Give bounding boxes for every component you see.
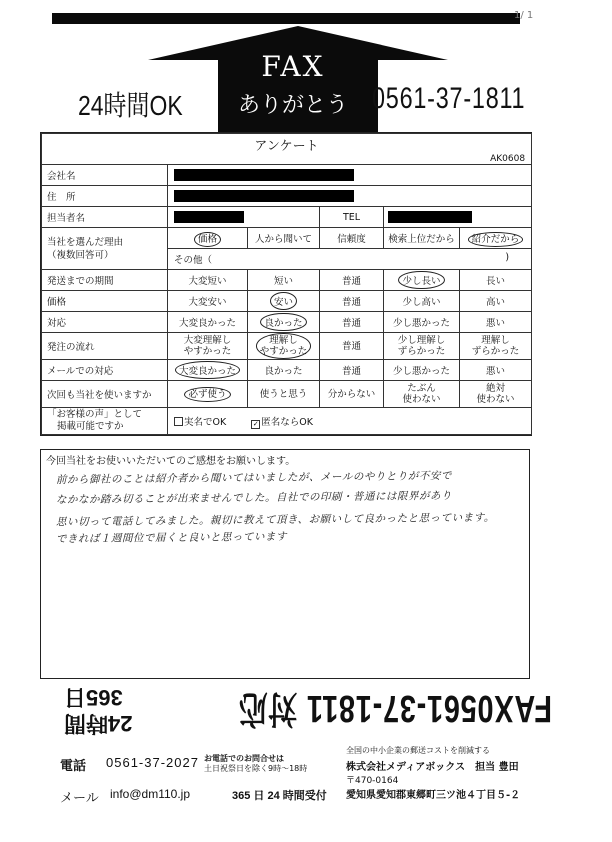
option-text: 短い bbox=[273, 276, 293, 287]
voice-label-sub: 掲載可能ですか bbox=[57, 421, 124, 432]
rating-option[interactable] bbox=[384, 333, 460, 360]
flipped-fax-number bbox=[238, 685, 552, 740]
rating-row bbox=[42, 291, 532, 312]
address-field[interactable] bbox=[168, 186, 532, 207]
form-title-row bbox=[42, 134, 532, 155]
handwritten-line-2: なかなか踏み切ることが出来ませんでした。自社での印刷・普通には限界があり bbox=[55, 489, 453, 507]
redacted-person bbox=[174, 211, 244, 223]
page-number: 1/ 1 bbox=[514, 10, 534, 21]
option-text: 普通 bbox=[341, 276, 361, 287]
voice-opt-anon[interactable] bbox=[251, 417, 313, 428]
option-text: 絶対 使わない bbox=[476, 383, 515, 405]
rating-option[interactable] bbox=[460, 312, 532, 333]
rating-option[interactable] bbox=[320, 291, 384, 312]
handwritten-line-4: できれば１週間位で届くと良いと思っています bbox=[55, 530, 288, 546]
flipped-24h: 24時間 bbox=[64, 711, 133, 736]
form-title: アンケート bbox=[42, 134, 532, 155]
rating-option[interactable] bbox=[384, 270, 460, 291]
rating-option[interactable] bbox=[248, 270, 320, 291]
reason-option-search[interactable]: 検索上位だから bbox=[384, 228, 460, 249]
fax-number: 0561-37-1811 bbox=[372, 82, 526, 115]
phone-note-2: 土日祝祭日を除く9時～18時 bbox=[204, 764, 308, 773]
circled-mark: 安い bbox=[270, 292, 297, 310]
handwritten-line-3: 思い切って電話してみました。親切に教えて頂き、お願いして良かったと思っています。 bbox=[55, 511, 495, 529]
handwritten-line-1: 前から御社のことは紹介者から聞いてはいましたが、メールのやりとりが不安で bbox=[55, 469, 452, 487]
company-tagline: 全国の中小企業の郵送コストを削減する bbox=[346, 746, 490, 755]
rating-rows bbox=[42, 270, 532, 408]
option-text: 分からない bbox=[327, 388, 376, 400]
voice-row bbox=[42, 408, 532, 435]
company-label: 会社名 bbox=[42, 165, 168, 186]
rating-option[interactable] bbox=[320, 333, 384, 360]
option-text: 使うと思う bbox=[259, 388, 308, 400]
option-text: 普通 bbox=[341, 340, 361, 352]
checked-checkbox-icon: ✓ bbox=[252, 419, 259, 428]
rating-option[interactable] bbox=[460, 291, 532, 312]
rating-row-label: 発送までの期間 bbox=[42, 270, 168, 291]
redacted-tel bbox=[388, 211, 472, 223]
mail-label: メール bbox=[60, 790, 99, 805]
option-text: 理解し ずらかった bbox=[471, 335, 520, 357]
reason-option-price[interactable] bbox=[168, 228, 248, 249]
reason-label bbox=[42, 228, 168, 270]
option-text: 良かった bbox=[264, 366, 303, 377]
option-text: 長い bbox=[486, 276, 506, 287]
reason-option-referral[interactable] bbox=[460, 228, 532, 249]
rating-option[interactable] bbox=[460, 381, 532, 408]
reason-label-main: 当社を選んだ理由 bbox=[47, 236, 124, 248]
circled-mark: 紹介だから bbox=[468, 232, 524, 247]
option-text: 普通 bbox=[341, 318, 361, 329]
rating-option[interactable] bbox=[168, 270, 248, 291]
rating-option[interactable] bbox=[168, 333, 248, 360]
rating-row bbox=[42, 270, 532, 291]
rating-row bbox=[42, 381, 532, 408]
mail-hours: 365 日 24 時間受付 bbox=[232, 790, 327, 802]
option-text: 大変理解し やすかった bbox=[183, 335, 232, 357]
rating-row bbox=[42, 333, 532, 360]
reason-row bbox=[42, 228, 532, 249]
reason-option-word-of-mouth[interactable]: 人から聞いて bbox=[248, 228, 320, 249]
rating-option[interactable] bbox=[384, 381, 460, 408]
rating-option[interactable] bbox=[248, 333, 320, 360]
circled-mark: 必ず使う bbox=[184, 387, 230, 402]
circled-mark: 良かった bbox=[260, 313, 306, 331]
rating-option[interactable] bbox=[460, 360, 532, 381]
rating-row-label: メールでの対応 bbox=[42, 360, 168, 381]
circled-mark: 理解し やすかった bbox=[256, 333, 312, 359]
circled-mark: 少し長い bbox=[398, 271, 444, 289]
rating-row-label: 次回も当社を使いますか bbox=[42, 381, 168, 408]
form-code-row bbox=[42, 154, 532, 165]
reason-label-sub: （複数回答可） bbox=[47, 249, 114, 261]
comment-prompt: 今回当社をお使いいただいてのご感想をお願いします。 bbox=[46, 456, 296, 467]
reason-other-close: ) bbox=[505, 252, 510, 263]
rating-option[interactable] bbox=[248, 312, 320, 333]
company-field[interactable] bbox=[168, 165, 532, 186]
person-label: 担当者名 bbox=[42, 207, 168, 228]
rating-option[interactable] bbox=[168, 360, 248, 381]
option-text: 普通 bbox=[341, 297, 361, 308]
reason-other-label: その他（ bbox=[174, 255, 213, 266]
rating-option[interactable] bbox=[248, 291, 320, 312]
company-zip: 〒470-0164 bbox=[346, 776, 399, 786]
option-text: 少し悪かった bbox=[392, 366, 450, 377]
top-black-bar bbox=[52, 13, 520, 24]
rating-option[interactable] bbox=[460, 270, 532, 291]
company-row bbox=[42, 165, 532, 186]
company-address: 愛知県愛知郡東郷町三ツ池４丁目５-２ bbox=[346, 790, 521, 801]
rating-option[interactable] bbox=[168, 312, 248, 333]
circled-mark: 価格 bbox=[194, 232, 221, 247]
mail-address[interactable]: info@dm110.jp bbox=[110, 787, 191, 801]
option-text: 悪い bbox=[486, 366, 506, 377]
voice-label-main: 「お客様の声」として bbox=[47, 409, 143, 420]
option-text: 高い bbox=[486, 297, 506, 308]
rating-option[interactable] bbox=[460, 333, 532, 360]
rating-row bbox=[42, 312, 532, 333]
survey-form bbox=[40, 132, 532, 436]
voice-options bbox=[168, 408, 532, 435]
fax-thanks: ありがとう bbox=[237, 93, 348, 118]
upside-down-fax-banner bbox=[56, 682, 556, 742]
flipped-fax-suffix: 対応 bbox=[238, 687, 298, 729]
rating-option[interactable] bbox=[320, 270, 384, 291]
rating-option[interactable] bbox=[248, 360, 320, 381]
reason-option-trust[interactable]: 信頼度 bbox=[320, 228, 384, 249]
voice-opt-anon-label: 匿名ならOK bbox=[261, 416, 313, 428]
voice-label bbox=[42, 408, 168, 435]
address-row bbox=[42, 186, 532, 207]
rating-option[interactable] bbox=[384, 312, 460, 333]
option-text: 大変短い bbox=[188, 276, 227, 287]
form-code: AK0608 bbox=[42, 154, 532, 165]
flipped-365d: 365日 bbox=[64, 685, 123, 710]
checkbox-icon bbox=[174, 417, 183, 426]
phone-label: 電話 bbox=[60, 758, 87, 773]
option-text: 少し高い bbox=[402, 297, 441, 308]
option-text: 普通 bbox=[341, 366, 361, 377]
flipped-fax-number-text: FAX0561-37-1811 bbox=[306, 687, 552, 729]
rating-row-label: 価格 bbox=[42, 291, 168, 312]
person-row bbox=[42, 207, 532, 228]
option-text: 悪い bbox=[486, 318, 506, 329]
rating-row bbox=[42, 360, 532, 381]
option-text: 大変安い bbox=[188, 297, 227, 308]
phone-number[interactable]: 0561-37-2027 bbox=[106, 755, 199, 770]
fax-title: FAX bbox=[261, 50, 325, 83]
option-text: 大変良かった bbox=[178, 318, 236, 329]
reason-other-field[interactable] bbox=[168, 249, 532, 270]
voice-opt-real[interactable] bbox=[174, 417, 226, 428]
voice-opt-real-label: 実名でOK bbox=[184, 416, 227, 428]
redacted-address bbox=[174, 190, 354, 202]
rating-option[interactable] bbox=[384, 291, 460, 312]
rating-option[interactable] bbox=[320, 360, 384, 381]
phone-note-1: お電話でのお問合せは bbox=[204, 754, 284, 763]
tel-field[interactable] bbox=[384, 207, 532, 228]
person-field[interactable] bbox=[168, 207, 320, 228]
rating-option[interactable] bbox=[320, 312, 384, 333]
company-name: 株式会社メディアボックス 担当 豊田 bbox=[346, 762, 519, 773]
rating-option[interactable] bbox=[248, 381, 320, 408]
option-text: 少し悪かった bbox=[392, 318, 450, 329]
option-text: たぶん 使わない bbox=[402, 383, 441, 405]
circled-mark: 大変良かった bbox=[175, 361, 240, 379]
rating-row-label: 対応 bbox=[42, 312, 168, 333]
option-text: 少し理解し ずらかった bbox=[397, 335, 446, 357]
rating-row-label: 発注の流れ bbox=[42, 333, 168, 360]
tel-label: TEL bbox=[320, 207, 384, 228]
rating-option[interactable] bbox=[320, 381, 384, 408]
redacted-company bbox=[174, 169, 354, 181]
address-label: 住 所 bbox=[42, 186, 168, 207]
rating-option[interactable] bbox=[168, 381, 248, 408]
hours-24-ok: 24時間OK bbox=[78, 90, 183, 121]
rating-option[interactable] bbox=[384, 360, 460, 381]
rating-option[interactable] bbox=[168, 291, 248, 312]
